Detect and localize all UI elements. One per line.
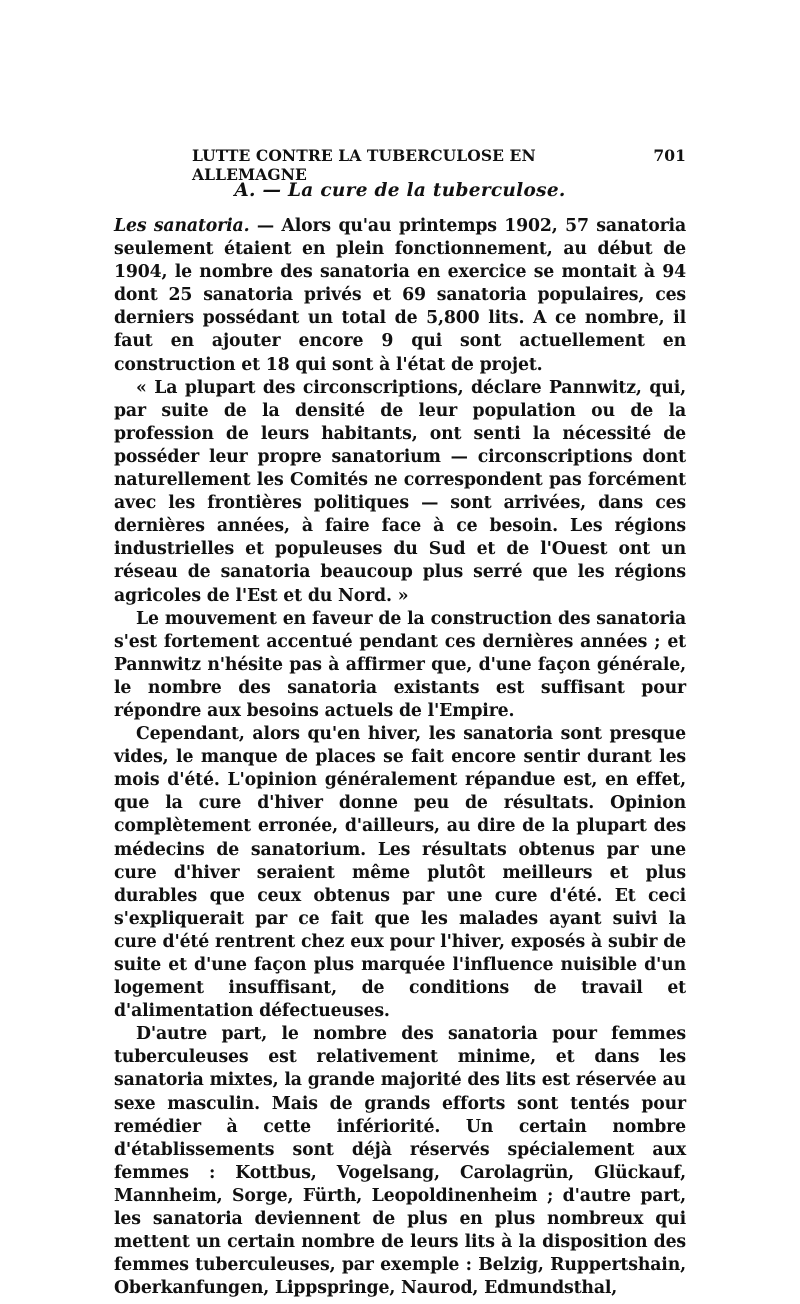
paragraph: « La plupart des circonscriptions, déclare Pannwitz, qui, par suite de la densité de leur population ou de la profession de leurs habitants, ont senti la nécessité de posséder leur propre sanatorium — circonscriptions dont naturellement les Comités ne correspondent pas forcément avec les frontières politiques — sont arrivées, dans ces dernières années, à faire face à ce besoin. Les régions industrielles et populeuses du Sud et de l'Ouest ont un réseau de sanatoria beaucoup plus serré que les régions agricoles de l'Est et du Nord. » [114,377,686,606]
paragraph: Le mouvement en faveur de la construction des sanatoria s'est fortement accentué pendant ces dernières années ; et Pannwitz n'hésite pas à affirmer que, d'une façon générale, le nombre des sanatoria existants est suffisant pour répondre aux besoins actuels de l'Empire. [114,608,686,721]
paragraph: D'autre part, le nombre des sanatoria pour femmes tuberculeuses est relativement minime, et dans les sanatoria mixtes, la grande majorité des lits est réservée au sexe masculin. Mais de grands efforts sont tentés pour remédier à cette infériorité. Un certain nombre d'établissements sont déjà réservés spécialement aux femmes : Kottbus, Vogelsang, Carolagrün, Glückauf, Mannheim, Sorge, Fürth, Leopoldinenheim ; d'autre part, les sanatoria deviennent de plus en plus nombreux qui mettent un certain nombre de leurs lits à la disposition des femmes tuberculeuses, par exemple : Belzig, Ruppertshain, Oberkanfungen, Lippspringe, Naurod, Edmundsthal, [114,1024,686,1299]
book-page [114,146,686,1300]
body-text [114,215,686,1300]
paragraph-text: — Alors qu'au printemps 1902, 57 sanatoria seulement étaient en plein fonctionnement, au début de 1904, le nombre des sanatoria en exercice se montait à 94 dont 25 sanatoria privés et 69 sanatoria populaires, ces derniers possédant un total de 5,800 lits. A ce nombre, il faut en ajouter encore 9 qui sont actuellement en construction et 18 qui sont à l'état de projet. [114,216,686,375]
section-title: A. — La cure de la tuberculose. [234,180,566,201]
paragraph [114,215,686,377]
paragraph-lead: Les sanatoria. [114,216,250,236]
running-head [192,146,686,184]
paragraph: Cependant, alors qu'en hiver, les sanatoria sont presque vides, le manque de places se fait encore sentir durant les mois d'été. L'opinion généralement répandue est, en effet, que la cure d'hiver donne peu de résultats. Opinion complètement erronée, d'ailleurs, au dire de la plupart des médecins de sanatorium. Les résultats obtenus par une cure d'hiver seraient même plutôt meilleurs et plus durables que ceux obtenus par une cure d'été. Et ceci s'expliquerait par ce fait que les malades ayant suivi la cure d'été rentrent chez eux pour l'hiver, exposés à subir de suite et d'une façon plus marquée l'influence nuisible d'un logement insuffisant, de conditions de travail et d'alimentation défectueuses. [114,724,686,1022]
page-number: 701 [653,146,686,165]
running-title: LUTTE CONTRE LA TUBERCULOSE EN ALLEMAGNE [192,146,536,184]
